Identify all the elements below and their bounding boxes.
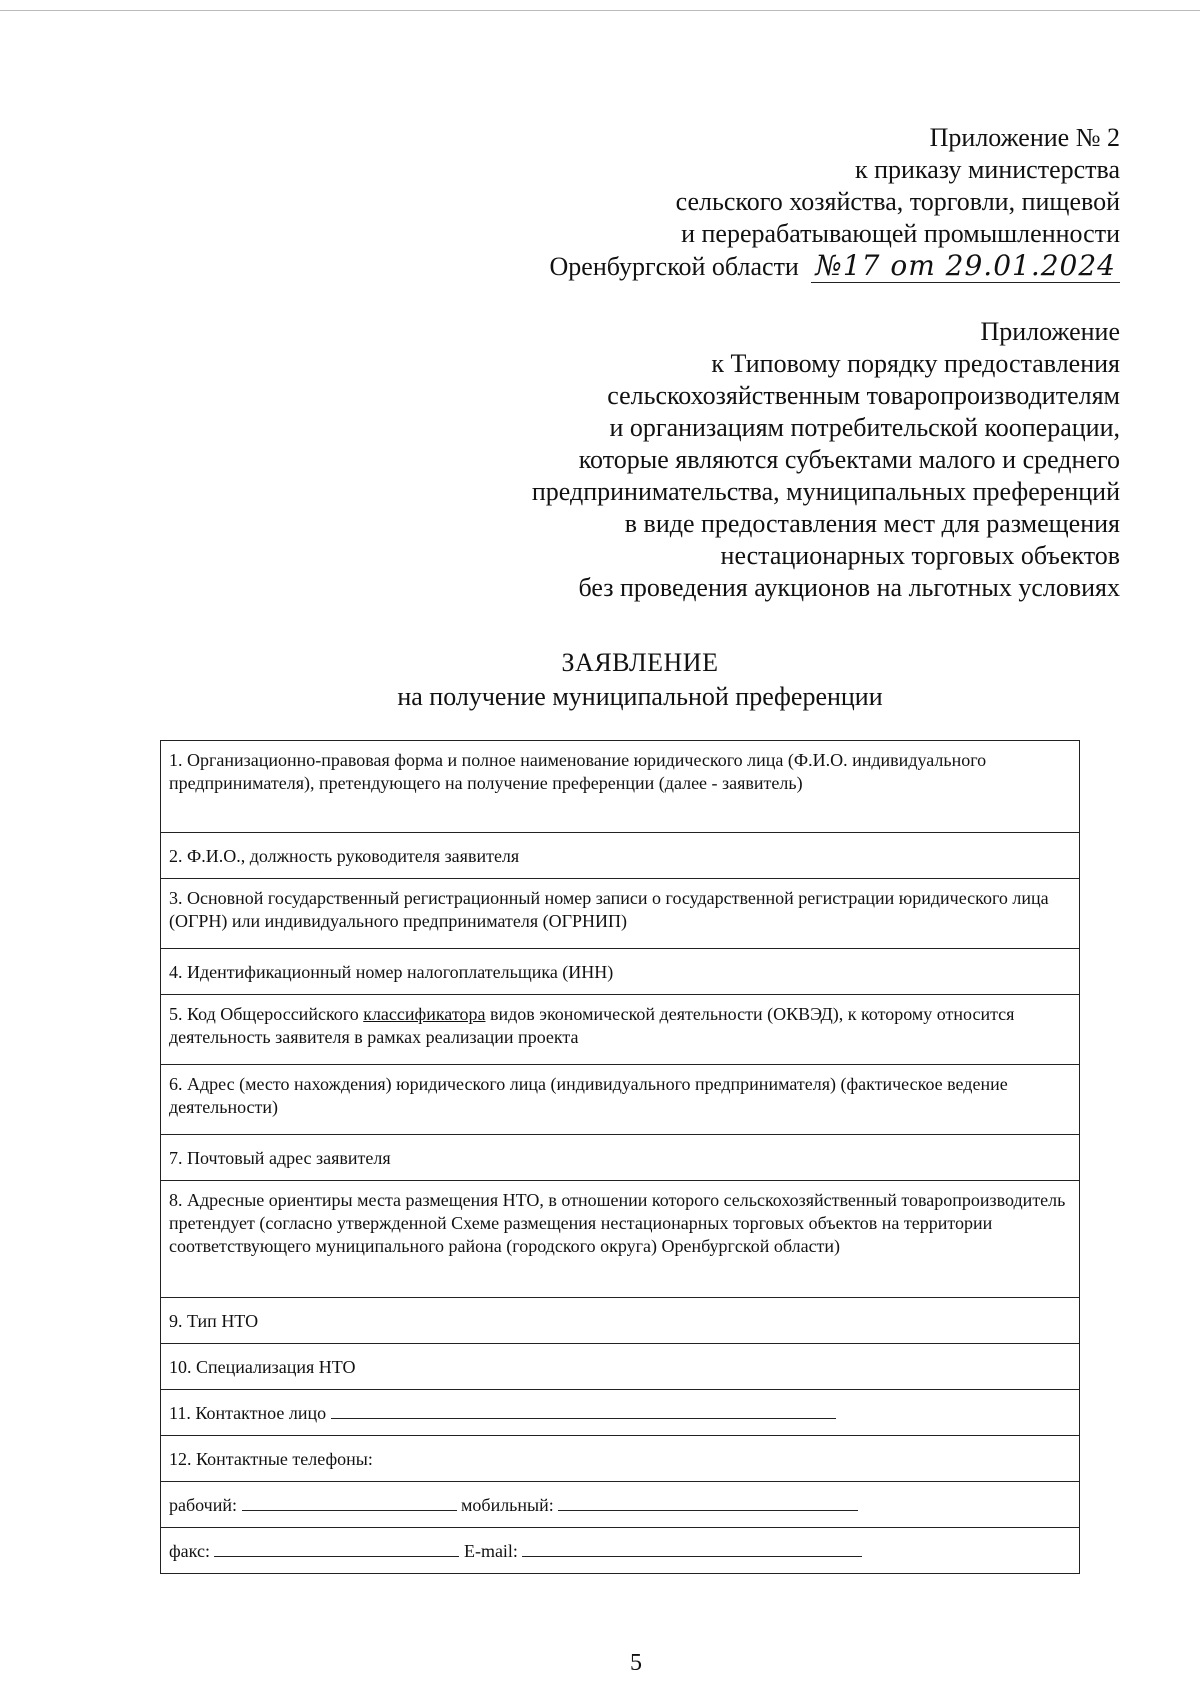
appendix-line: и организациям потребительской кооперации, [609, 413, 1120, 442]
form-row-fax-email [161, 1527, 1079, 1573]
field-label: 3. Основной государственный регистрационный номер записи о государственной регистрации юридического лица (ОГРН) или индивидуального предпринимателя (ОГРНИП) [169, 888, 1049, 931]
handwritten-order-number: №17 от 29.01.2024 [811, 250, 1120, 283]
work-phone-label: рабочий: [169, 1495, 238, 1515]
fax-blank[interactable] [214, 1540, 459, 1557]
appendix-number: Приложение № 2 [929, 123, 1120, 152]
form-row-9 [161, 1297, 1079, 1343]
appendix-line: в виде предоставления мест для размещения [624, 509, 1120, 538]
mobile-phone-blank[interactable] [558, 1494, 858, 1511]
field-label: 2. Ф.И.О., должность руководителя заявителя [169, 846, 520, 866]
appendix-line: Приложение [980, 317, 1120, 346]
form-row-2 [161, 832, 1079, 878]
form-row-11 [161, 1389, 1079, 1435]
order-line-4: и перерабатывающей промышленности [681, 219, 1120, 248]
order-region: Оренбургской области [549, 252, 799, 281]
field-label-part: видов экономической деятельности (ОКВЭД), к которому относится деятельность заявителя в рамках реализации проекта [169, 1004, 1015, 1047]
appendix-line: нестационарных торговых объектов [720, 541, 1120, 570]
email-label: E-mail: [463, 1541, 518, 1561]
form-row-12 [161, 1435, 1079, 1481]
email-blank[interactable] [522, 1540, 862, 1557]
field-label: 7. Почтовый адрес заявителя [169, 1148, 391, 1168]
field-label: 6. Адрес (место нахождения) юридического лица (индивидуального предпринимателя) (фактическое ведение деятельности) [169, 1074, 1008, 1117]
application-form-table [160, 740, 1080, 1574]
work-phone-blank[interactable] [242, 1494, 457, 1511]
form-row-1 [161, 741, 1079, 832]
page-number: 5 [630, 1650, 642, 1676]
appendix-line: которые являются субъектами малого и среднего [578, 445, 1120, 474]
appendix-reference [532, 316, 1120, 604]
field-label: 12. Контактные телефоны: [169, 1449, 373, 1469]
field-label: 8. Адресные ориентиры места размещения НТО, в отношении которого сельскохозяйственный товаропроизводитель претендует (согласно утвержденной Схеме размещения нестационарных торговых объектов на территории соответствующего муниципального района (городского округа) Оренбургской области) [169, 1190, 1066, 1256]
form-row-5 [161, 994, 1079, 1064]
form-row-phones [161, 1481, 1079, 1527]
field-label: 1. Организационно-правовая форма и полное наименование юридического лица (Ф.И.О. индивидуального предпринимателя), претендующего на получение преференции (далее - заявитель) [169, 750, 987, 793]
appendix-line: без проведения аукционов на льготных условиях [578, 573, 1120, 602]
field-label-underlined: классификатора [363, 1004, 486, 1024]
order-line-5 [550, 250, 1120, 283]
appendix-line: предпринимательства, муниципальных преференций [531, 477, 1120, 506]
field-label: 10. Специализация НТО [169, 1357, 356, 1377]
field-label: 11. Контактное лицо [169, 1403, 327, 1423]
title-main: ЗАЯВЛЕНИЕ [561, 648, 719, 677]
field-label: 9. Тип НТО [169, 1311, 259, 1331]
order-line-2: к приказу министерства [855, 155, 1120, 184]
mobile-phone-label: мобильный: [461, 1495, 554, 1515]
appendix-line: к Типовому порядку предоставления [711, 349, 1120, 378]
form-row-10 [161, 1343, 1079, 1389]
form-row-7 [161, 1134, 1079, 1180]
appendix-line: сельскохозяйственным товаропроизводителям [607, 381, 1120, 410]
title-sub: на получение муниципальной преференции [397, 682, 883, 711]
order-reference [550, 122, 1120, 283]
scan-edge-line [0, 10, 1200, 11]
document-title [0, 646, 1200, 714]
field-label-part: 5. Код Общероссийского [169, 1004, 364, 1024]
form-row-6 [161, 1064, 1079, 1134]
field-label: 4. Идентификационный номер налогоплательщика (ИНН) [169, 962, 614, 982]
order-line-3: сельского хозяйства, торговли, пищевой [675, 187, 1120, 216]
form-row-3 [161, 878, 1079, 948]
fax-label: факс: [169, 1541, 210, 1561]
contact-person-blank[interactable] [331, 1402, 836, 1419]
form-row-8 [161, 1180, 1079, 1297]
form-row-4 [161, 948, 1079, 994]
